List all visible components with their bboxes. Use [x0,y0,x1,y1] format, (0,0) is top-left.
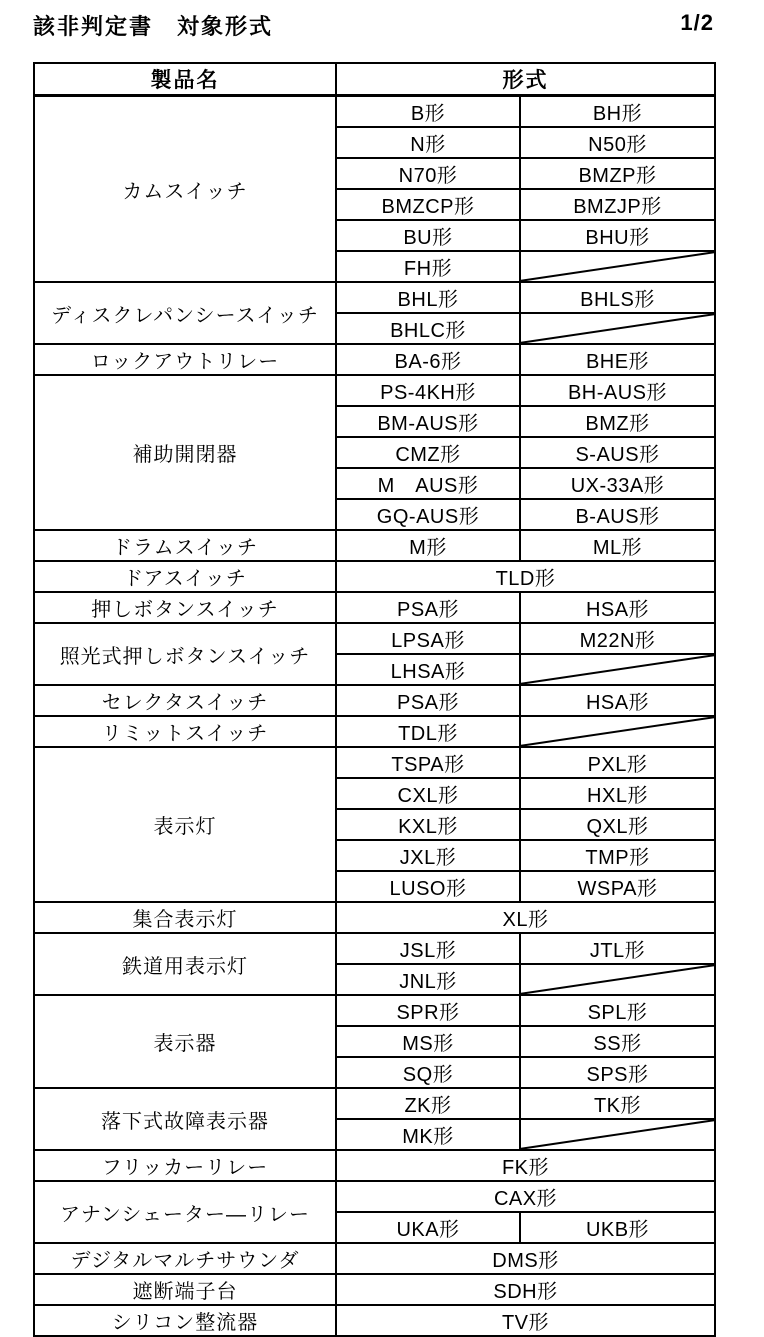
column-header-product-name: 製品名 [34,63,336,96]
format-cell: CAX形 [336,1181,715,1212]
format-table [33,62,716,1337]
product-name-cell: 集合表示灯 [34,902,336,933]
format-cell: BHU形 [520,220,715,251]
table-row [34,685,715,716]
diagonal-slash-icon [521,1120,714,1149]
product-name-cell: 表示器 [34,995,336,1088]
product-name-cell: リミットスイッチ [34,716,336,747]
product-name-cell: アナンシェーター―リレー [34,1181,336,1243]
format-cell: QXL形 [520,809,715,840]
format-cell: BHLS形 [520,282,715,313]
format-cell: HSA形 [520,592,715,623]
table-row [34,530,715,561]
format-cell: M22N形 [520,623,715,654]
format-cell: BHLC形 [336,313,520,344]
table-row [34,282,715,313]
table-row [34,933,715,964]
table-row [34,1274,715,1305]
product-name-cell: シリコン整流器 [34,1305,336,1336]
format-cell: KXL形 [336,809,520,840]
format-cell: UX-33A形 [520,468,715,499]
empty-diagonal-cell [520,1119,715,1150]
format-cell: M形 [336,530,520,561]
format-cell: B形 [336,96,520,128]
document-title: 該非判定書 対象形式 [33,14,274,39]
table-row [34,1243,715,1274]
table-row [34,592,715,623]
column-header-format: 形式 [336,63,715,96]
format-cell: S-AUS形 [520,437,715,468]
format-cell: BMZCP形 [336,189,520,220]
format-cell: MS形 [336,1026,520,1057]
format-cell: JSL形 [336,933,520,964]
format-cell: LPSA形 [336,623,520,654]
format-cell: JTL形 [520,933,715,964]
format-cell: BM-AUS形 [336,406,520,437]
format-cell: BHL形 [336,282,520,313]
format-cell: TLD形 [336,561,715,592]
format-cell: FH形 [336,251,520,282]
format-cell: BMZJP形 [520,189,715,220]
product-name-cell: フリッカーリレー [34,1150,336,1181]
format-cell: BH-AUS形 [520,375,715,406]
empty-diagonal-cell [520,313,715,344]
product-name-cell: セレクタスイッチ [34,685,336,716]
format-cell: N70形 [336,158,520,189]
empty-diagonal-cell [520,654,715,685]
format-cell: CMZ形 [336,437,520,468]
diagonal-slash-icon [521,717,714,746]
product-name-cell: 照光式押しボタンスイッチ [34,623,336,685]
format-cell: CXL形 [336,778,520,809]
format-cell: HSA形 [520,685,715,716]
product-name-cell: 遮断端子台 [34,1274,336,1305]
format-cell: TSPA形 [336,747,520,778]
format-cell: GQ-AUS形 [336,499,520,530]
format-cell: BH形 [520,96,715,128]
table-row [34,375,715,406]
product-name-cell: ロックアウトリレー [34,344,336,375]
diagonal-slash-icon [521,252,714,281]
table-row [34,1150,715,1181]
format-cell: M AUS形 [336,468,520,499]
format-cell: PSA形 [336,685,520,716]
diagonal-slash-icon [521,965,714,994]
product-name-cell: ドアスイッチ [34,561,336,592]
format-cell: SPL形 [520,995,715,1026]
product-name-cell: 鉄道用表示灯 [34,933,336,995]
format-cell: PS-4KH形 [336,375,520,406]
format-cell: UKB形 [520,1212,715,1243]
format-cell: B-AUS形 [520,499,715,530]
table-row [34,561,715,592]
format-cell: BMZ形 [520,406,715,437]
table-row [34,1088,715,1119]
product-name-cell: 補助開閉器 [34,375,336,530]
format-cell: HXL形 [520,778,715,809]
product-name-cell: 押しボタンスイッチ [34,592,336,623]
format-cell: FK形 [336,1150,715,1181]
format-cell: TV形 [336,1305,715,1336]
format-cell: N50形 [520,127,715,158]
diagonal-slash-icon [521,655,714,684]
format-cell: JNL形 [336,964,520,995]
page-number: 1/2 [680,10,714,35]
format-cell: BU形 [336,220,520,251]
table-row [34,995,715,1026]
table-header-row [34,63,715,96]
format-cell: TDL形 [336,716,520,747]
product-name-cell: ディスクレパンシースイッチ [34,282,336,344]
format-cell: MK形 [336,1119,520,1150]
format-cell: PSA形 [336,592,520,623]
table-row [34,1181,715,1212]
format-cell: WSPA形 [520,871,715,902]
table-row [34,747,715,778]
format-cell: N形 [336,127,520,158]
table-row [34,344,715,375]
format-cell: PXL形 [520,747,715,778]
table-row [34,623,715,654]
empty-diagonal-cell [520,251,715,282]
table-row [34,716,715,747]
format-cell: LUSO形 [336,871,520,902]
product-name-cell: 落下式故障表示器 [34,1088,336,1150]
product-name-cell: カムスイッチ [34,96,336,283]
format-cell: SPS形 [520,1057,715,1088]
table-row [34,902,715,933]
product-name-cell: 表示灯 [34,747,336,902]
format-cell: BHE形 [520,344,715,375]
format-cell: TK形 [520,1088,715,1119]
format-cell: ZK形 [336,1088,520,1119]
format-cell: JXL形 [336,840,520,871]
format-cell: XL形 [336,902,715,933]
format-cell: BMZP形 [520,158,715,189]
format-cell: SQ形 [336,1057,520,1088]
diagonal-slash-icon [521,314,714,343]
format-cell: SS形 [520,1026,715,1057]
table-row [34,1305,715,1336]
format-cell: TMP形 [520,840,715,871]
format-cell: SDH形 [336,1274,715,1305]
product-name-cell: ドラムスイッチ [34,530,336,561]
format-cell: ML形 [520,530,715,561]
empty-diagonal-cell [520,716,715,747]
format-cell: LHSA形 [336,654,520,685]
table-body [34,96,715,1337]
format-cell: SPR形 [336,995,520,1026]
format-cell: DMS形 [336,1243,715,1274]
format-cell: UKA形 [336,1212,520,1243]
product-name-cell: デジタルマルチサウンダ [34,1243,336,1274]
table-row [34,96,715,128]
empty-diagonal-cell [520,964,715,995]
format-cell: BA-6形 [336,344,520,375]
